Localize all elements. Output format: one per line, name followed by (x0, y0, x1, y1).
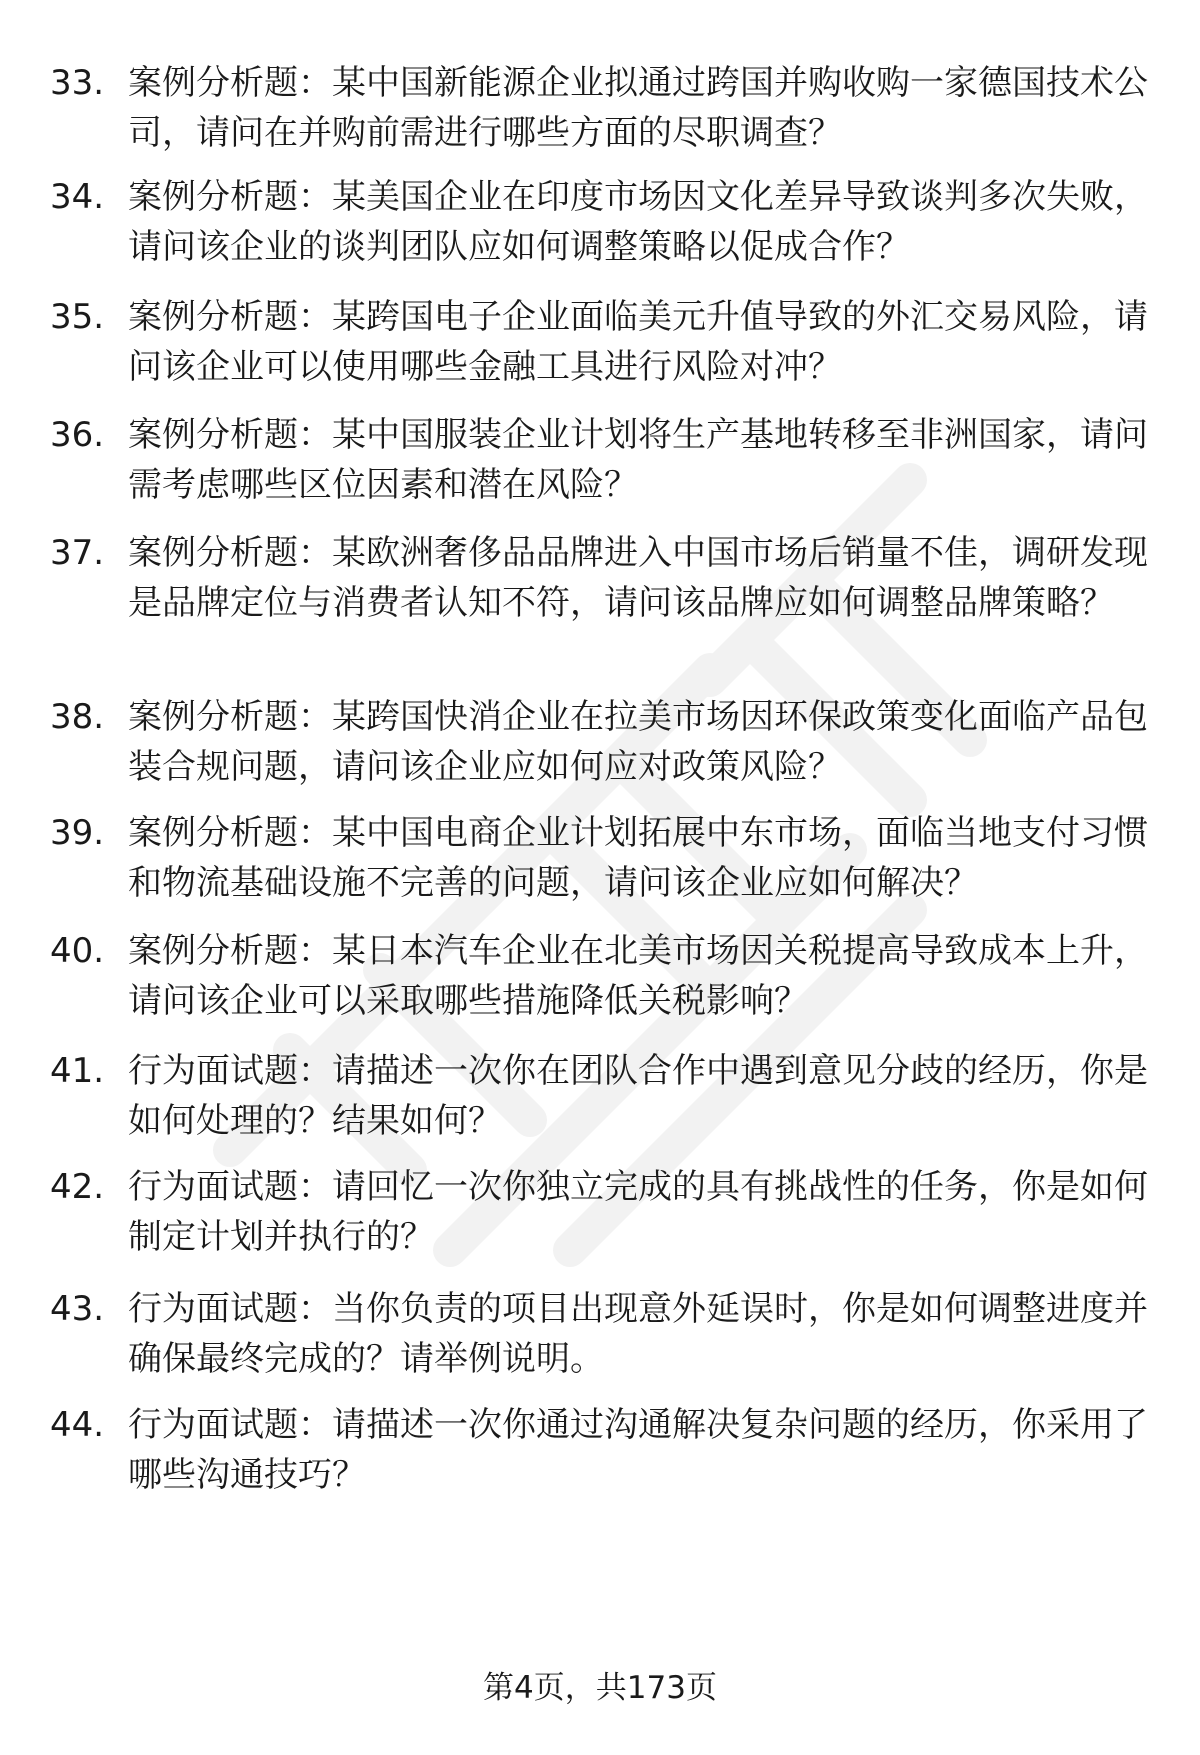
question-item-39 (50, 808, 1160, 908)
question-text: 行为面试题：请描述一次你通过沟通解决复杂问题的经历，你采用了哪些沟通技巧？ (128, 1405, 1148, 1495)
question-number: 38. (50, 697, 105, 737)
question-number: 41. (50, 1051, 105, 1091)
page-footer (0, 1668, 1200, 1708)
question-text: 案例分析题：某中国新能源企业拟通过跨国并购收购一家德国技术公司，请问在并购前需进行哪些方面的尽职调查？ (128, 63, 1148, 153)
question-text: 案例分析题：某跨国电子企业面临美元升值导致的外汇交易风险，请问该企业可以使用哪些金融工具进行风险对冲？ (128, 297, 1148, 387)
question-number: 42. (50, 1167, 105, 1207)
question-text: 案例分析题：某中国服装企业计划将生产基地转移至非洲国家，请问需考虑哪些区位因素和潜在风险？ (128, 415, 1148, 505)
question-item-42 (50, 1162, 1160, 1262)
question-text: 行为面试题：请回忆一次你独立完成的具有挑战性的任务，你是如何制定计划并执行的？ (128, 1167, 1148, 1257)
question-item-34 (50, 172, 1160, 272)
question-item-43 (50, 1284, 1160, 1384)
question-item-40 (50, 926, 1160, 1026)
question-text: 行为面试题：请描述一次你在团队合作中遇到意见分歧的经历，你是如何处理的？结果如何？ (128, 1051, 1148, 1141)
question-number: 35. (50, 297, 105, 337)
question-text: 行为面试题：当你负责的项目出现意外延误时，你是如何调整进度并确保最终完成的？请举例说明。 (128, 1289, 1148, 1379)
page-number-label: 第4页，共173页 (483, 1670, 717, 1706)
question-text: 案例分析题：某欧洲奢侈品品牌进入中国市场后销量不佳，调研发现是品牌定位与消费者认知不符，请问该品牌应如何调整品牌策略？ (128, 533, 1148, 623)
question-item-44 (50, 1400, 1160, 1500)
question-number: 39. (50, 813, 105, 853)
question-item-36 (50, 410, 1160, 510)
question-number: 36. (50, 415, 105, 455)
question-item-35 (50, 292, 1160, 392)
question-item-38 (50, 692, 1160, 792)
question-text: 案例分析题：某日本汽车企业在北美市场因关税提高导致成本上升，请问该企业可以采取哪些措施降低关税影响？ (128, 931, 1148, 1021)
question-number: 37. (50, 533, 105, 573)
question-text: 案例分析题：某跨国快消企业在拉美市场因环保政策变化面临产品包装合规问题，请问该企业应如何应对政策风险？ (128, 697, 1148, 787)
question-number: 34. (50, 177, 105, 217)
question-text: 案例分析题：某美国企业在印度市场因文化差异导致谈判多次失败，请问该企业的谈判团队应如何调整策略以促成合作？ (128, 177, 1148, 267)
question-text: 案例分析题：某中国电商企业计划拓展中东市场，面临当地支付习惯和物流基础设施不完善的问题，请问该企业应如何解决？ (128, 813, 1148, 903)
question-number: 43. (50, 1289, 105, 1329)
question-number: 44. (50, 1405, 105, 1445)
question-number: 33. (50, 63, 105, 103)
question-item-41 (50, 1046, 1160, 1146)
question-item-33 (50, 58, 1160, 158)
question-item-37 (50, 528, 1160, 628)
question-number: 40. (50, 931, 105, 971)
